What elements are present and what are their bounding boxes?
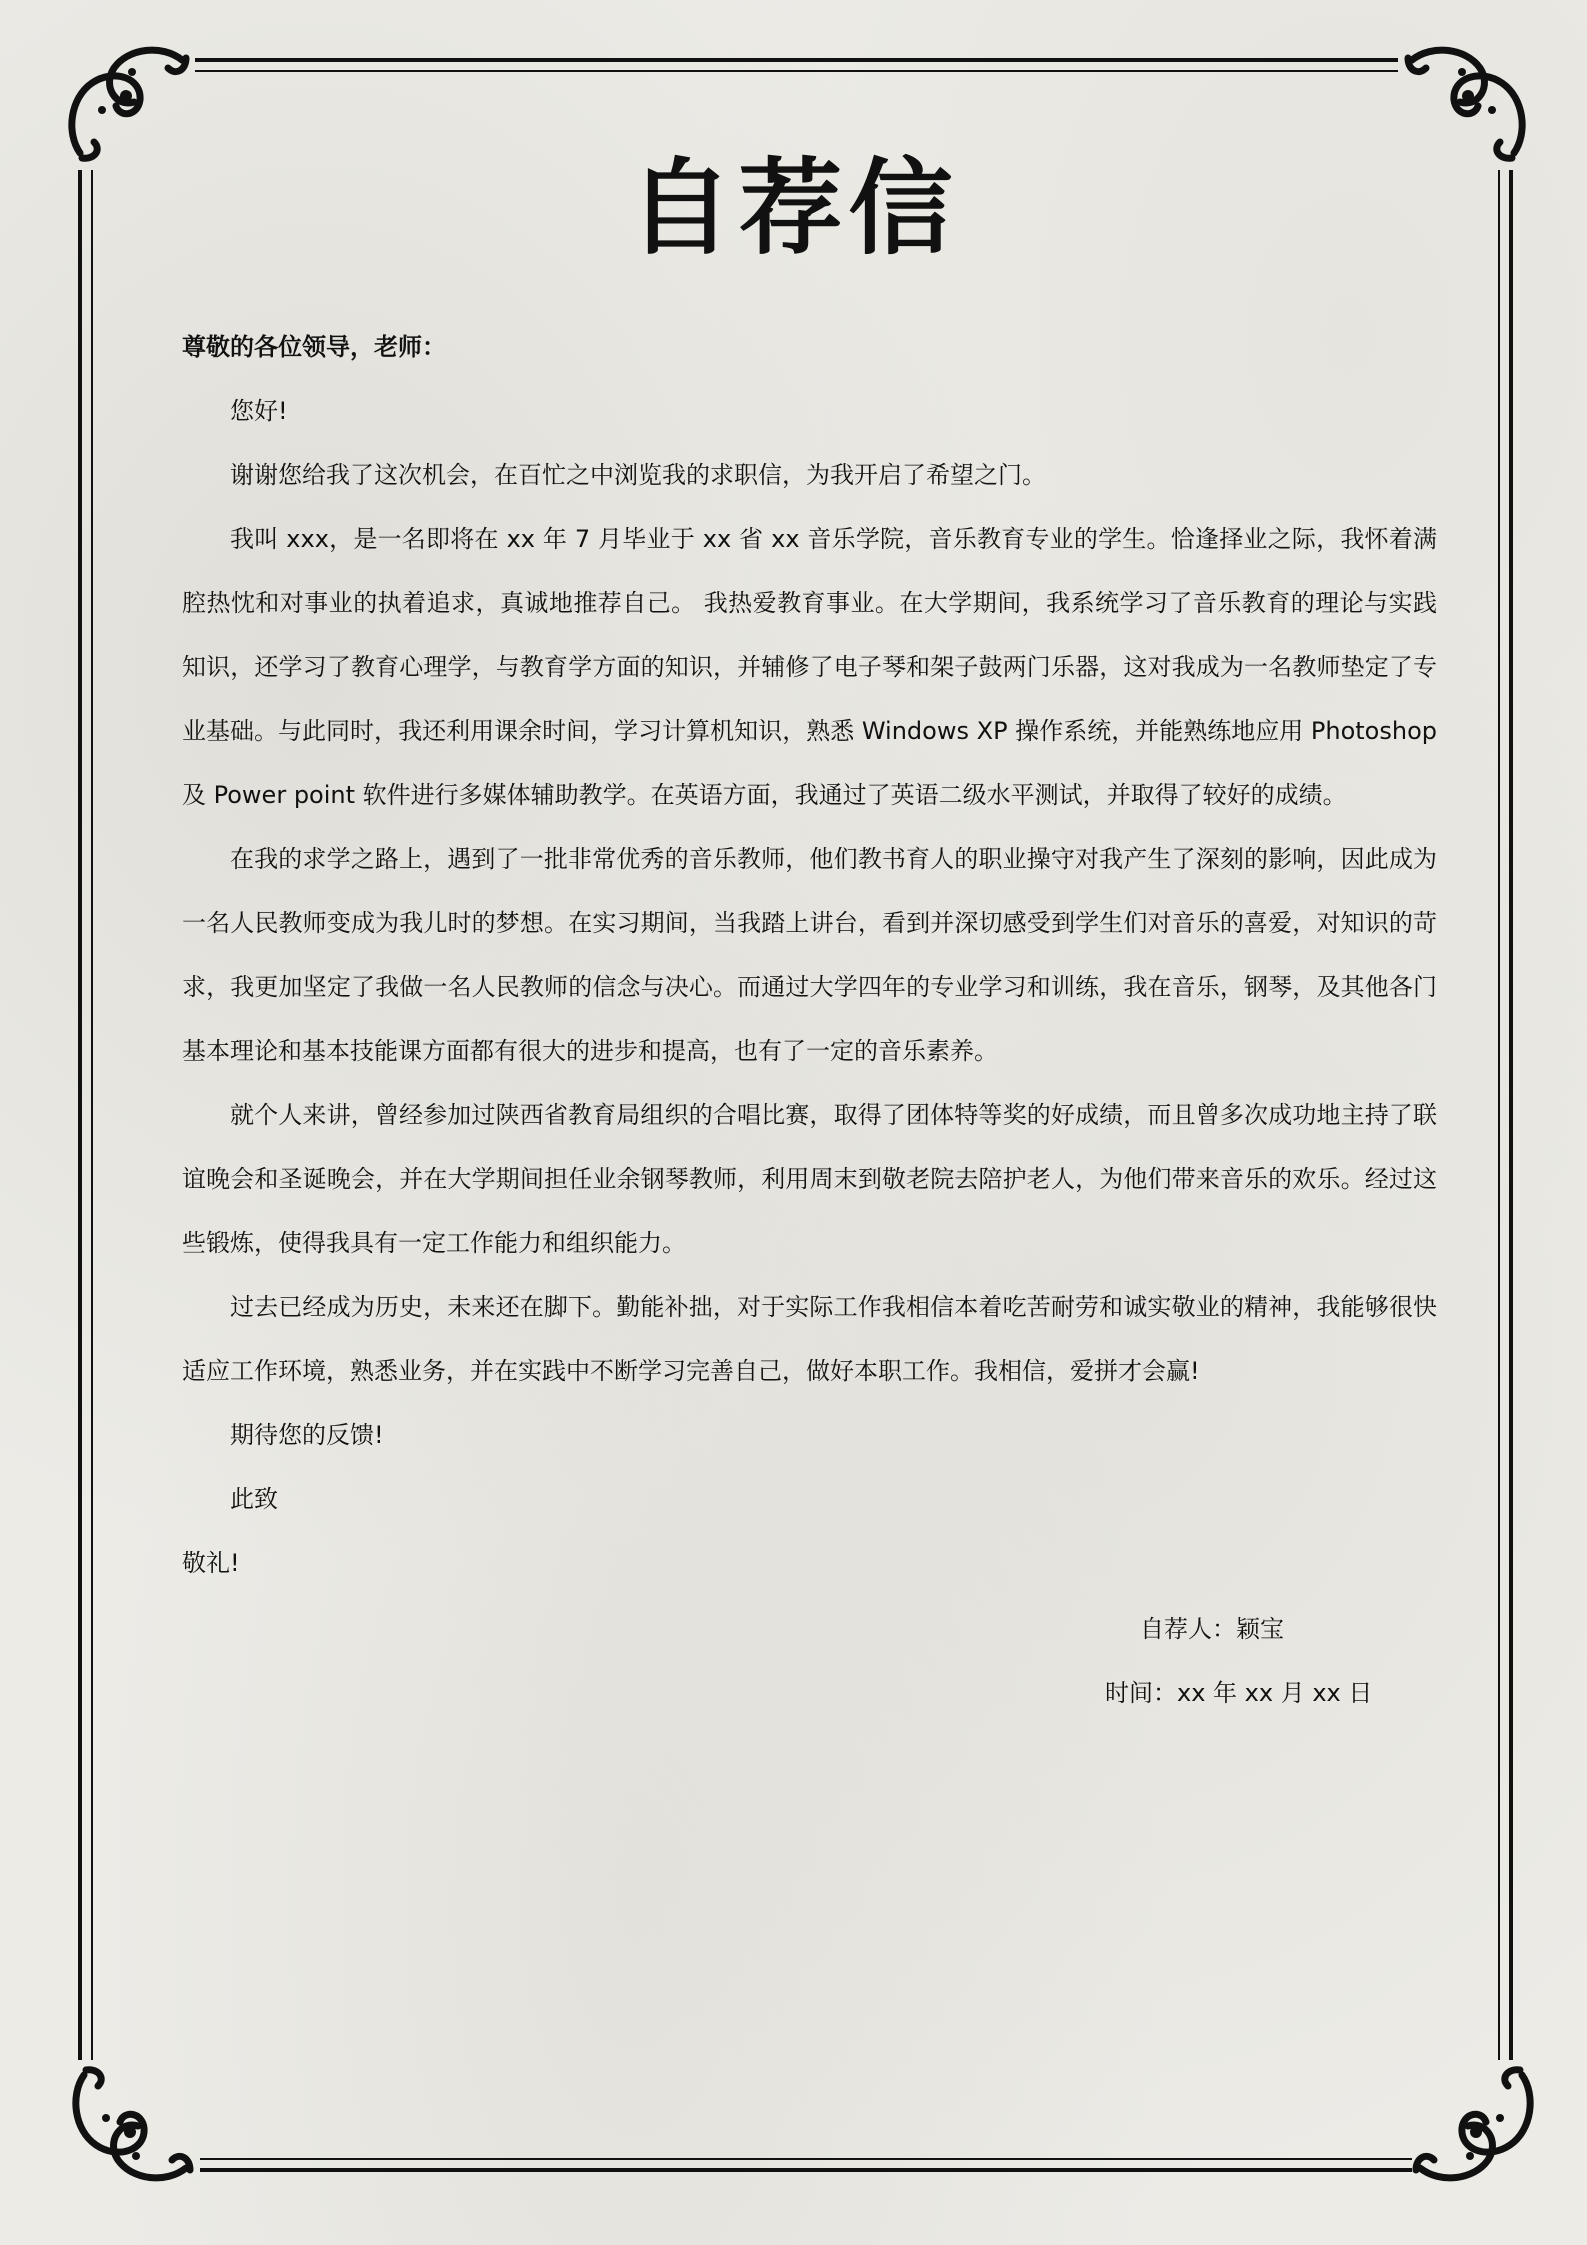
closing-line: 期待您的反馈! xyxy=(230,1421,384,1449)
jing-li: 敬礼! xyxy=(182,1549,240,1577)
salutation: 尊敬的各位领导，老师： xyxy=(182,333,446,361)
corner-ornament-bottom-left-icon xyxy=(66,2060,196,2190)
date-line: 时间：xx 年 xx 月 xx 日 xyxy=(1105,1679,1373,1707)
paragraph: 就个人来讲，曾经参加过陕西省教育局组织的合唱比赛，取得了团体特等奖的好成绩，而且曾多次成功地主持了联谊晚会和圣诞晚会，并在大学期间担任业余钢琴教师，利用周末到敬老院去陪护老人，为他们带来音乐的欢乐。经过这些锻炼，使得我具有一定工作能力和组织能力。 xyxy=(182,1101,1437,1257)
paragraph: 谢谢您给我了这次机会，在百忙之中浏览我的求职信，为我开启了希望之门。 xyxy=(230,461,1046,489)
border-bottom-inner xyxy=(200,2158,1412,2160)
border-left-inner xyxy=(91,170,93,2060)
border-top-outer xyxy=(195,58,1398,62)
border-right-outer xyxy=(1509,170,1513,2060)
paragraph: 在我的求学之路上，遇到了一批非常优秀的音乐教师，他们教书育人的职业操守对我产生了深刻的影响，因此成为一名人民教师变成为我儿时的梦想。在实习期间，当我踏上讲台，看到并深切感受到学生们对音乐的喜爱，对知识的苛求，我更加坚定了我做一名人民教师的信念与决心。而通过大学四年的专业学习和训练，我在音乐，钢琴，及其他各门基本理论和基本技能课方面都有很大的进步和提高，也有了一定的音乐素养。 xyxy=(182,845,1437,1065)
page-title: 自荐信 xyxy=(628,147,959,269)
letter-body xyxy=(182,315,1437,1595)
paragraph: 我叫 xxx，是一名即将在 xx 年 7 月毕业于 xx 省 xx 音乐学院，音乐教育专业的学生。恰逢择业之际，我怀着满腔热忱和对事业的执着追求，真诚地推荐自己。 我热爱教育事业。在大学期间，我系统学习了音乐教育的理论与实践知识，还学习了教育心理学，与教育学方面的知识，并辅修了电子琴和架子鼓两门乐器，这对我成为一名教师垫定了专业基础。与此同时，我还利用课余时间，学习计算机知识，熟悉 Windows XP 操作系统，并能熟练地应用 Photoshop 及 Power point 软件进行多媒体辅助教学。在英语方面，我通过了英语二级水平测试，并取得了较好的成绩。 xyxy=(182,525,1437,809)
border-left-outer xyxy=(78,170,82,2060)
border-bottom-outer xyxy=(200,2168,1412,2172)
greeting: 您好! xyxy=(230,397,288,425)
paragraph: 过去已经成为历史，未来还在脚下。勤能补拙，对于实际工作我相信本着吃苦耐劳和诚实敬业的精神，我能够很快适应工作环境，熟悉业务，并在实践中不断学习完善自己，做好本职工作。我相信，爱拼才会赢! xyxy=(182,1293,1437,1385)
border-top-inner xyxy=(195,70,1398,72)
signature: 自荐人：颖宝 xyxy=(1140,1615,1284,1643)
border-right-inner xyxy=(1498,170,1500,2060)
corner-ornament-bottom-right-icon xyxy=(1410,2060,1540,2190)
ci-zhi: 此致 xyxy=(230,1485,278,1513)
